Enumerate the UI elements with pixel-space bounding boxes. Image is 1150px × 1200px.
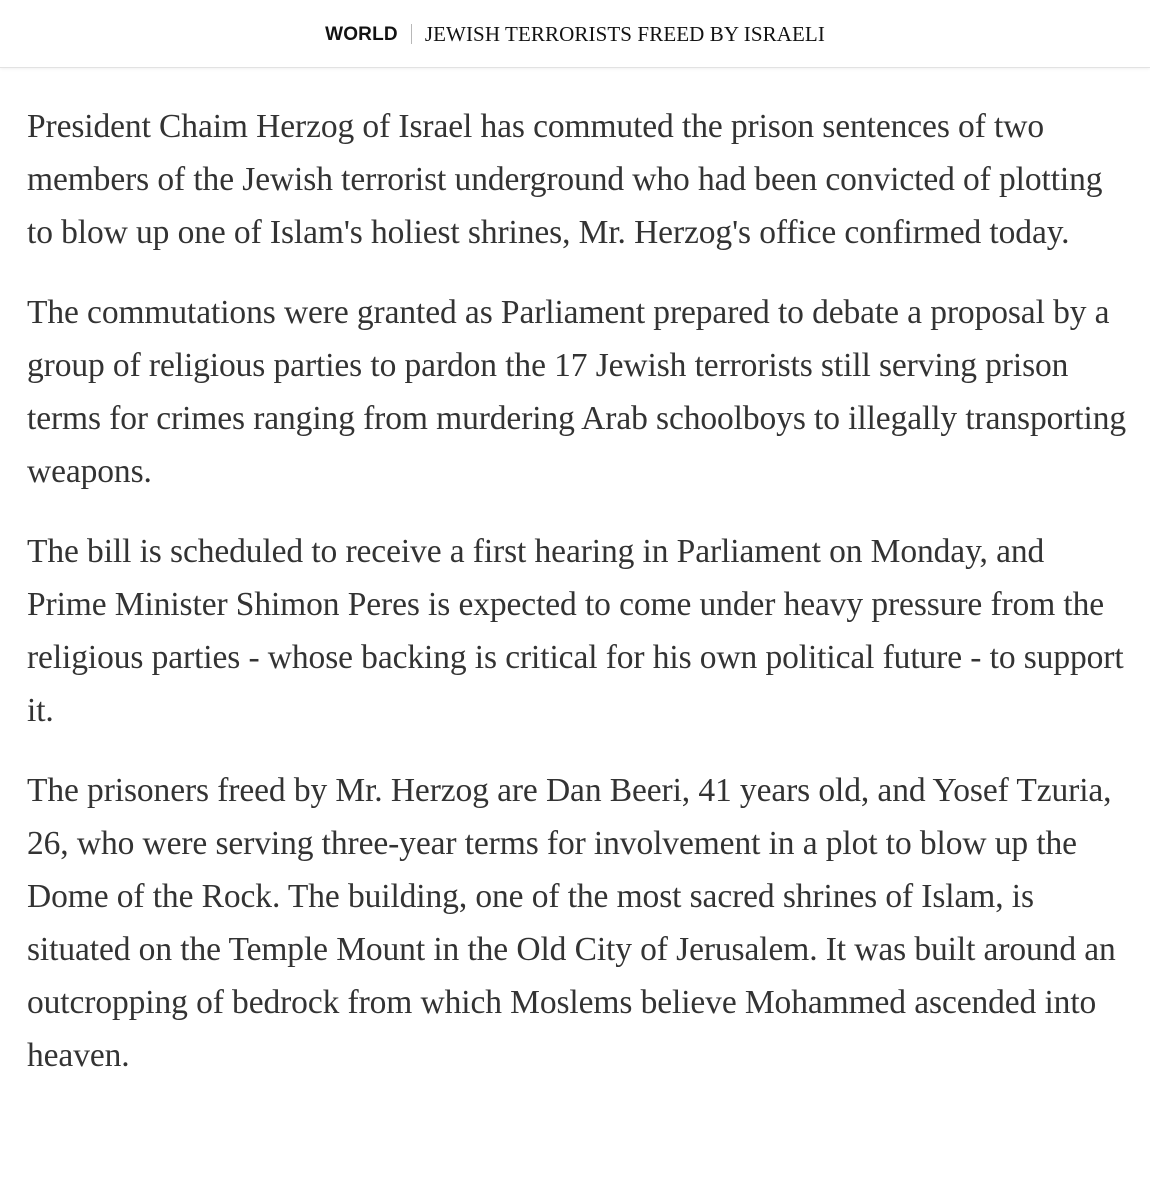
article-body <box>27 100 1127 1109</box>
header-divider <box>411 24 412 44</box>
article-paragraph-3: The bill is scheduled to receive a first hearing in Parliament on Monday, and Prime Minister Shimon Peres is expected to come under heavy pressure from the religious parties - whose backing is critical for his own political future - to support it. <box>27 533 1124 729</box>
article-paragraph-2: The commutations were granted as Parliament prepared to debate a proposal by a group of religious parties to pardon the 17 Jewish terrorists still serving prison terms for crimes ranging from murdering Arab schoolboys to illegally transporting weapons. <box>27 294 1127 490</box>
article-paragraph-4: The prisoners freed by Mr. Herzog are Dan Beeri, 41 years old, and Yosef Tzuria, 26, who were serving three-year terms for involvement in a plot to blow up the Dome of the Rock. The building, one of the most sacred shrines of Islam, is situated on the Temple Mount in the Old City of Jerusalem. It was built around an outcropping of bedrock from which Moslems believe Mohammed ascended into heaven. <box>27 772 1116 1074</box>
sticky-header <box>0 0 1150 68</box>
article-paragraph-1: President Chaim Herzog of Israel has commuted the prison sentences of two members of the Jewish terrorist underground who had been convicted of plotting to blow up one of Islam's holiest shrines, Mr. Herzog's office confirmed today. <box>27 108 1103 251</box>
article-headline: JEWISH TERRORISTS FREED BY ISRAELI <box>424 21 825 46</box>
section-link-world[interactable]: WORLD <box>325 23 398 45</box>
